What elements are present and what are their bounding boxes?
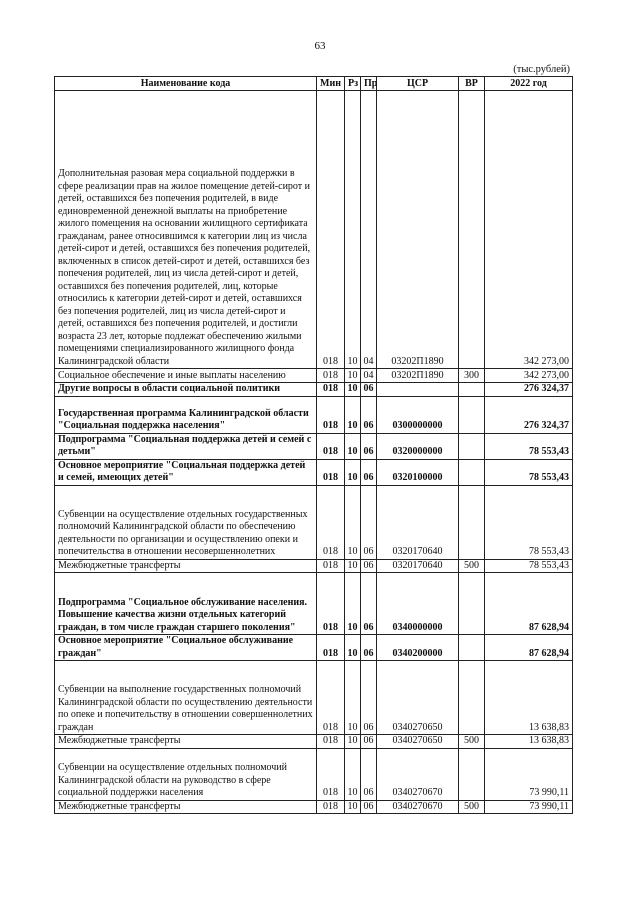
cell-pr: 04 [361, 91, 377, 369]
cell-csr [377, 383, 459, 397]
table-row [55, 485, 573, 559]
cell-sum: 276 324,37 [485, 396, 573, 433]
cell-name: Субвенции на осуществление отдельных государственных полномочий Калининградской области по обеспечению деятельности по организации и осуществлению опеки и попечительства в отношении несовершеннолетних [55, 485, 317, 559]
cell-rz: 10 [345, 383, 361, 397]
units-label: (тыс.рублей) [513, 64, 570, 75]
cell-sum: 78 553,43 [485, 459, 573, 485]
table-row [55, 369, 573, 383]
cell-sum: 73 990,11 [485, 800, 573, 814]
table-row [55, 735, 573, 749]
cell-rz: 10 [345, 485, 361, 559]
cell-csr: 0320100000 [377, 459, 459, 485]
table-row [55, 800, 573, 814]
cell-min: 018 [317, 748, 345, 800]
cell-csr: 0320170640 [377, 559, 459, 573]
cell-name: Субвенции на осуществление отдельных полномочий Калининградской области на руководство в сфере социальной поддержки населения [55, 748, 317, 800]
header-vr: ВР [459, 77, 485, 91]
cell-pr: 04 [361, 369, 377, 383]
cell-csr: 03202П1890 [377, 369, 459, 383]
cell-rz: 10 [345, 748, 361, 800]
cell-pr: 06 [361, 559, 377, 573]
table-row [55, 396, 573, 433]
cell-name: Основное мероприятие "Социальная поддержка детей и семей, имеющих детей" [55, 459, 317, 485]
cell-vr [459, 635, 485, 661]
cell-csr: 03202П1890 [377, 91, 459, 369]
cell-name: Государственная программа Калининградской области "Социальная поддержка населения" [55, 396, 317, 433]
cell-pr: 06 [361, 748, 377, 800]
cell-sum: 78 553,43 [485, 559, 573, 573]
page-number: 63 [314, 40, 326, 52]
cell-name: Субвенции на выполнение государственных полномочий Калининградской области по осуществлению деятельности по опеке и попечительству в отношении совершеннолетних граждан [55, 661, 317, 735]
table-row [55, 635, 573, 661]
cell-sum: 78 553,43 [485, 433, 573, 459]
cell-pr: 06 [361, 433, 377, 459]
cell-pr: 06 [361, 485, 377, 559]
cell-rz: 10 [345, 433, 361, 459]
cell-rz: 10 [345, 396, 361, 433]
cell-pr: 06 [361, 800, 377, 814]
cell-rz: 10 [345, 800, 361, 814]
table-row [55, 383, 573, 397]
cell-vr [459, 748, 485, 800]
cell-pr: 06 [361, 573, 377, 635]
cell-rz: 10 [345, 91, 361, 369]
cell-csr: 0340270650 [377, 735, 459, 749]
cell-name: Межбюджетные трансферты [55, 559, 317, 573]
cell-pr: 06 [361, 735, 377, 749]
header-name: Наименование кода [55, 77, 317, 91]
cell-name: Подпрограмма "Социальная поддержка детей и семей с детьми" [55, 433, 317, 459]
cell-rz: 10 [345, 635, 361, 661]
table-row [55, 91, 573, 369]
cell-csr: 0340270670 [377, 800, 459, 814]
header-rz: Рз [345, 77, 361, 91]
header-min: Мин [317, 77, 345, 91]
cell-name: Дополнительная разовая мера социальной поддержки в сфере реализации прав на жилое помещение детей-сирот и детей, оставшихся без попечения родителей, в виде единовременной денежной выплаты на приобретение жилого помещения на основании жилищного сертификата гражданам, ранее относившимся к категории лиц из числа детей-сирот и детей, оставшихся без попечения родителей, включенных в список детей-сирот и детей, оставшихся без попечения родителей, лиц из числа детей-сирот и детей, оставшихся без попечения родителей, лиц, которые относились к категории детей-сирот и детей, оставшихся без попечения родителей, лиц из числа детей-сирот и детей, оставшихся без попечения родителей, и достигли возраста 23 лет, которые подлежат обеспечению жилыми помещениями специализированного жилищного фонда Калининградской области [55, 91, 317, 369]
cell-name: Межбюджетные трансферты [55, 735, 317, 749]
table-row [55, 661, 573, 735]
cell-csr: 0300000000 [377, 396, 459, 433]
cell-vr [459, 91, 485, 369]
cell-min: 018 [317, 800, 345, 814]
cell-vr: 500 [459, 735, 485, 749]
cell-rz: 10 [345, 369, 361, 383]
cell-sum: 276 324,37 [485, 383, 573, 397]
table-row [55, 433, 573, 459]
cell-name: Другие вопросы в области социальной политики [55, 383, 317, 397]
cell-csr: 0340200000 [377, 635, 459, 661]
cell-sum: 13 638,83 [485, 661, 573, 735]
cell-min: 018 [317, 459, 345, 485]
cell-vr: 500 [459, 559, 485, 573]
cell-csr: 0320000000 [377, 433, 459, 459]
cell-vr [459, 661, 485, 735]
cell-vr: 300 [459, 369, 485, 383]
cell-min: 018 [317, 573, 345, 635]
cell-vr: 500 [459, 800, 485, 814]
cell-min: 018 [317, 485, 345, 559]
cell-pr: 06 [361, 396, 377, 433]
cell-sum: 13 638,83 [485, 735, 573, 749]
cell-csr: 0340000000 [377, 573, 459, 635]
cell-csr: 0320170640 [377, 485, 459, 559]
cell-vr [459, 485, 485, 559]
cell-name: Подпрограмма "Социальное обслуживание населения. Повышение качества жизни отдельных категорий граждан, в том числе граждан старшего поколения" [55, 573, 317, 635]
cell-rz: 10 [345, 735, 361, 749]
header-pr: Пр [361, 77, 377, 91]
cell-csr: 0340270650 [377, 661, 459, 735]
cell-rz: 10 [345, 573, 361, 635]
cell-sum: 342 273,00 [485, 91, 573, 369]
header-csr: ЦСР [377, 77, 459, 91]
table-header-row [55, 77, 573, 91]
table-row [55, 459, 573, 485]
cell-min: 018 [317, 91, 345, 369]
cell-vr [459, 383, 485, 397]
cell-vr [459, 573, 485, 635]
cell-min: 018 [317, 735, 345, 749]
cell-sum: 342 273,00 [485, 369, 573, 383]
table-row [55, 573, 573, 635]
cell-sum: 87 628,94 [485, 635, 573, 661]
cell-min: 018 [317, 383, 345, 397]
table-row [55, 748, 573, 800]
cell-sum: 73 990,11 [485, 748, 573, 800]
cell-csr: 0340270670 [377, 748, 459, 800]
cell-min: 018 [317, 635, 345, 661]
cell-min: 018 [317, 369, 345, 383]
cell-min: 018 [317, 433, 345, 459]
cell-rz: 10 [345, 559, 361, 573]
header-year: 2022 год [485, 77, 573, 91]
cell-name: Социальное обеспечение и иные выплаты населению [55, 369, 317, 383]
cell-min: 018 [317, 396, 345, 433]
cell-sum: 87 628,94 [485, 573, 573, 635]
table-row [55, 559, 573, 573]
cell-min: 018 [317, 559, 345, 573]
cell-vr [459, 459, 485, 485]
cell-pr: 06 [361, 635, 377, 661]
cell-rz: 10 [345, 459, 361, 485]
cell-pr: 06 [361, 661, 377, 735]
cell-sum: 78 553,43 [485, 485, 573, 559]
cell-pr: 06 [361, 459, 377, 485]
cell-min: 018 [317, 661, 345, 735]
cell-vr [459, 396, 485, 433]
cell-vr [459, 433, 485, 459]
cell-name: Основное мероприятие "Социальное обслуживание граждан" [55, 635, 317, 661]
cell-name: Межбюджетные трансферты [55, 800, 317, 814]
cell-pr: 06 [361, 383, 377, 397]
cell-rz: 10 [345, 661, 361, 735]
budget-table [54, 76, 573, 814]
